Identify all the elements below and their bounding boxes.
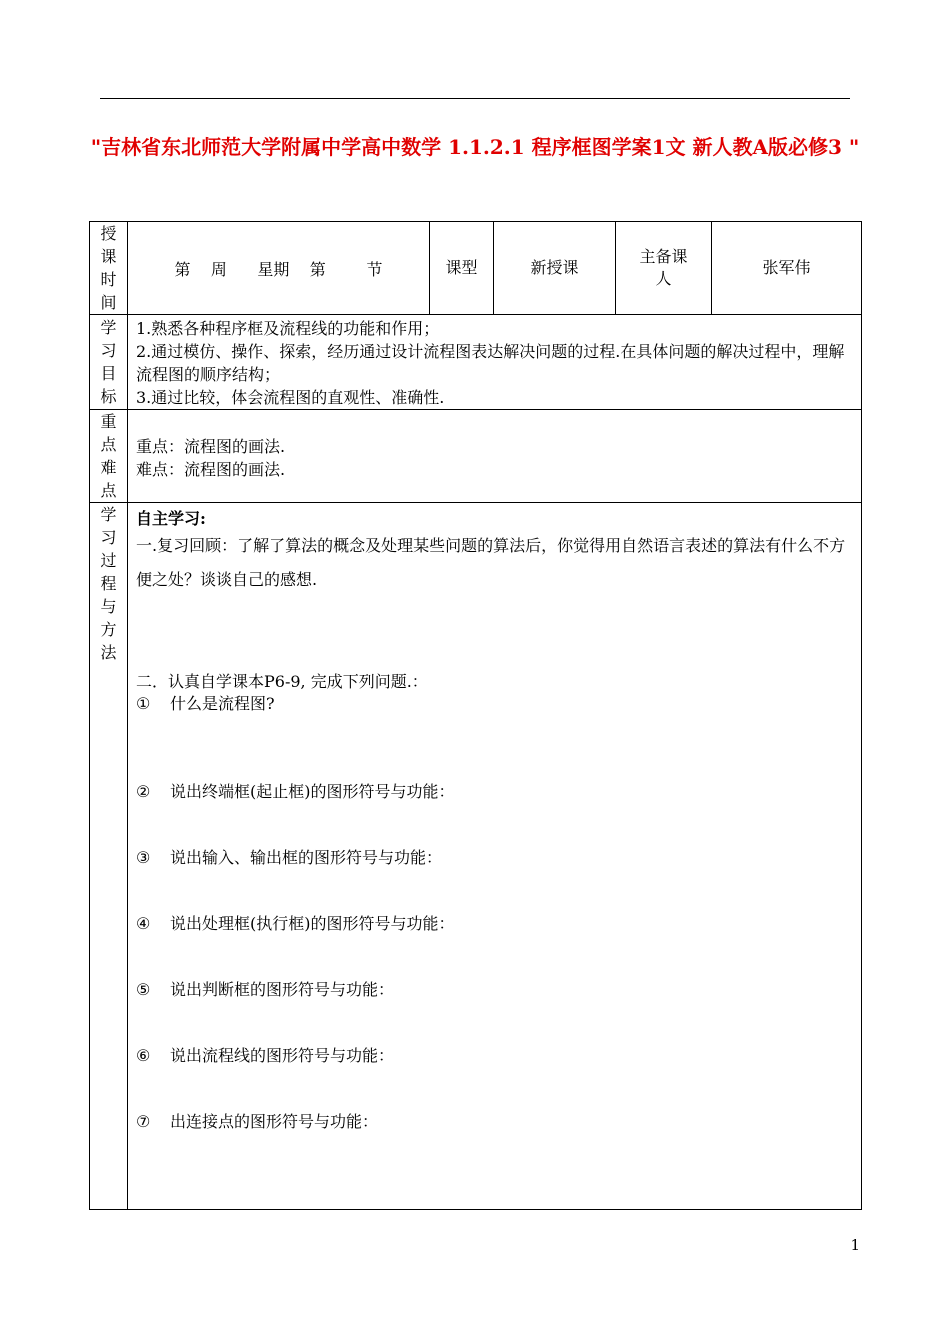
key-points-label-cell: 重 点 难 点 bbox=[90, 410, 128, 503]
goals-content bbox=[128, 315, 862, 410]
question-item: ① 什么是流程图? bbox=[136, 694, 275, 713]
goal-item: 2.通过模仿、操作、探索，经历通过设计流程图表达解决问题的过程.在具体问题的解决过程中，理解流程图的顺序结构； bbox=[136, 342, 845, 384]
goal-item: 3.通过比较，体会流程图的直观性、准确性. bbox=[136, 388, 445, 407]
question-item: ② 说出终端框(起止框)的图形符号与功能： bbox=[136, 782, 455, 801]
preparer-label: 主备课人 bbox=[616, 222, 712, 315]
process-label-cell: 学 习 过 程 与 方 法 bbox=[90, 503, 128, 1210]
preparer-name: 张军伟 bbox=[712, 222, 862, 315]
process-row bbox=[90, 503, 862, 1210]
question-item: ⑦ 出连接点的图形符号与功能： bbox=[136, 1112, 379, 1131]
question-item: ③ 说出输入、输出框的图形符号与功能： bbox=[136, 848, 443, 867]
question-item: ⑤ 说出判断框的图形符号与功能： bbox=[136, 980, 395, 999]
header-rule bbox=[100, 98, 850, 99]
goals-label-cell: 学 习 目 标 bbox=[90, 315, 128, 410]
goal-item: 1.熟悉各种程序框及流程线的功能和作用； bbox=[136, 319, 440, 338]
lesson-type-label: 课型 bbox=[430, 222, 494, 315]
lesson-type-value: 新授课 bbox=[494, 222, 616, 315]
reading-task: 二．认真自学课本P6-9, 完成下列问题.： bbox=[136, 672, 428, 691]
key-points-content bbox=[128, 410, 862, 503]
self-study-heading: 自主学习: bbox=[136, 509, 206, 528]
question-item: ④ 说出处理框(执行框)的图形符号与功能： bbox=[136, 914, 455, 933]
header-row bbox=[90, 222, 862, 315]
key-points-row bbox=[90, 410, 862, 503]
process-content bbox=[128, 503, 862, 1210]
page-number: 1 bbox=[850, 1236, 860, 1254]
week-day-period: 第 周 星期 第 节 bbox=[128, 222, 430, 315]
difficulty-text: 难点：流程图的画法. bbox=[136, 460, 286, 479]
time-label-cell: 授 课 时 间 bbox=[90, 222, 128, 315]
question-item: ⑥ 说出流程线的图形符号与功能： bbox=[136, 1046, 395, 1065]
key-point-text: 重点：流程图的画法. bbox=[136, 437, 286, 456]
lesson-plan-table bbox=[89, 221, 862, 1210]
goals-row bbox=[90, 315, 862, 410]
document-title: "吉林省东北师范大学附属中学高中数学 1.1.2.1 程序框图学案1文 新人教A版必修3 " bbox=[90, 135, 860, 159]
review-question: 一.复习回顾：了解了算法的概念及处理某些问题的算法后，你觉得用自然语言表述的算法有什么不方便之处？谈谈自己的感想. bbox=[136, 536, 846, 589]
